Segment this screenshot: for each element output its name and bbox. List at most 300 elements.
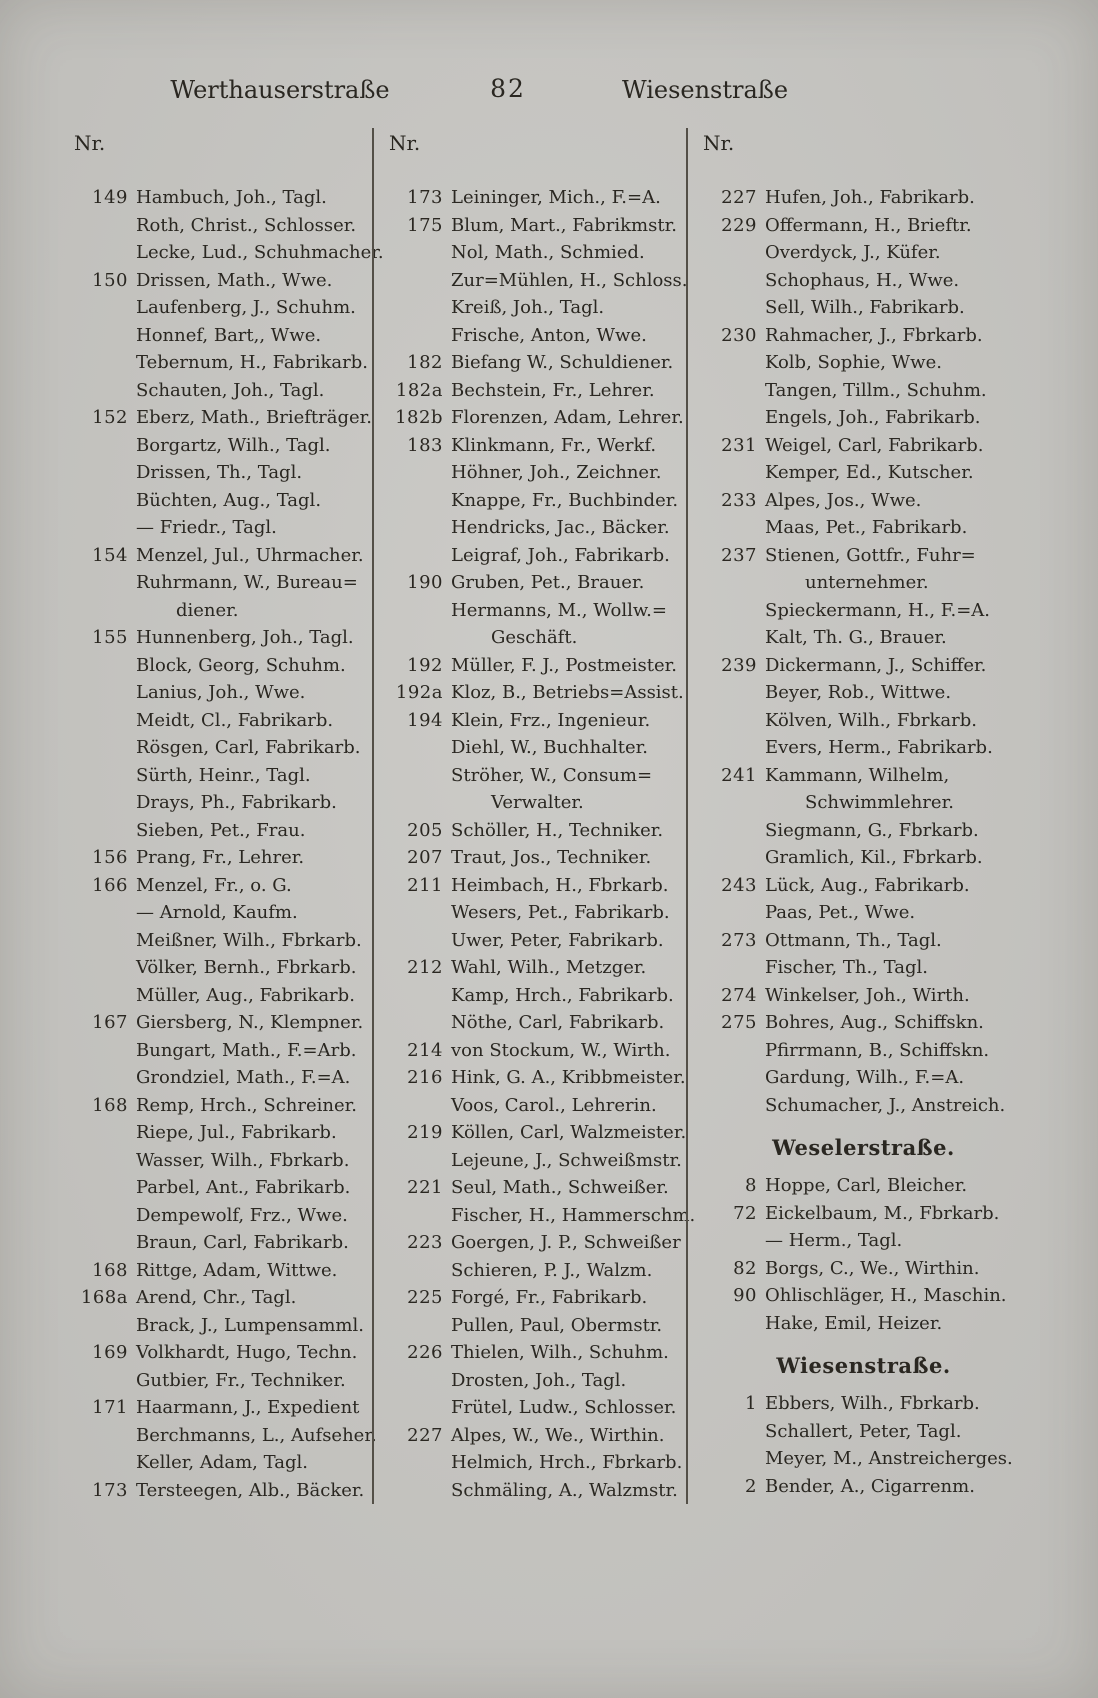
entry-row [70,294,372,322]
entry-row [70,1477,372,1505]
nr-column-label: Nr. [703,131,735,155]
entry-row [385,1174,686,1202]
resident-entry: Heimbach, H., Fbrkarb. [451,874,669,896]
house-number: 190 [407,572,443,593]
resident-entry: Leininger, Mich., F.=A. [451,187,661,208]
house-number: 192 [407,654,443,676]
resident-entry: Nol, Math., Schmied. [451,242,645,263]
resident-entry: Meidt, Cl., Fabrikarb. [136,709,334,731]
house-number: 167 [92,1012,128,1033]
entry-row [699,569,1056,597]
resident-entry: Schieren, P. J., Walzm. [451,1259,653,1281]
house-number: 205 [407,819,443,841]
entry-row [699,899,1056,927]
resident-entry: Voos, Carol., Lehrerin. [451,1094,657,1116]
house-number [385,1367,451,1395]
house-number: 168 [92,1259,128,1281]
resident-entry: Drissen, Th., Tagl. [136,462,303,483]
entry-row [70,1119,372,1147]
house-number [70,239,136,267]
house-number [70,707,136,735]
entry-row [699,1200,1056,1228]
house-number [70,734,136,762]
house-number [699,679,765,707]
house-number [699,404,765,432]
house-number [699,459,765,487]
house-number: 273 [721,929,757,951]
resident-entry: Honnef, Bart,, Wwe. [136,324,322,346]
entry-row [70,1449,372,1477]
entry-row [70,404,372,432]
resident-entry: Biefang W., Schuldiener. [451,352,674,373]
resident-entry: Helmich, Hrch., Fbrkarb. [451,1452,683,1473]
entry-row [385,1422,686,1450]
house-number: 221 [407,1177,443,1198]
entry-row [385,267,686,295]
entry-row [70,817,372,845]
entry-row [70,872,372,900]
entry-row [70,927,372,955]
house-number: 173 [92,1479,128,1501]
entry-row [70,1037,372,1065]
house-number [699,734,765,762]
house-number [699,239,765,267]
resident-entry: Drosten, Joh., Tagl. [451,1369,627,1391]
resident-entry: Alpes, Jos., Wwe. [765,489,922,511]
resident-entry: Roth, Christ., Schlosser. [136,214,357,236]
house-number [70,762,136,790]
resident-entry: Hink, G. A., Kribbmeister. [451,1067,686,1088]
house-number [70,459,136,487]
entry-row [70,1284,372,1312]
house-number [385,789,451,817]
entry-row [70,377,372,405]
resident-entry: Lück, Aug., Fabrikarb. [765,874,970,896]
column-1 [70,128,384,1504]
house-number: 212 [407,957,443,978]
house-number [385,1257,451,1285]
entry-row [385,1284,686,1312]
house-number: 72 [733,1202,757,1224]
house-number [385,1202,451,1230]
resident-entry: Fischer, Th., Tagl. [765,957,928,978]
resident-entry: Zur=Mühlen, H., Schloss. [451,269,688,291]
entry-row [385,652,686,680]
resident-entry: Sürth, Heinr., Tagl. [136,764,311,786]
entry-row [699,927,1056,955]
house-number: 182b [395,407,443,428]
resident-entry: Hunnenberg, Joh., Tagl. [136,627,354,648]
entry-row [70,899,372,927]
entry-row [699,1445,1056,1473]
entry-row [699,1009,1056,1037]
entry-row [70,1202,372,1230]
resident-entry: Goergen, J. P., Schweißer [451,1232,681,1253]
resident-entry: Gramlich, Kil., Fbrkarb. [765,847,983,868]
entry-row [385,1092,686,1120]
entry-row [70,569,372,597]
resident-entry: Alpes, W., We., Wirthin. [451,1424,665,1446]
house-number [385,762,451,790]
resident-entry: Fischer, H., Hammerschm. [451,1204,696,1226]
resident-entry: Winkelser, Joh., Wirth. [765,984,970,1006]
entry-row [385,294,686,322]
resident-entry: Beyer, Rob., Wittwe. [765,682,952,703]
house-number: 154 [92,544,128,566]
resident-entry: Block, Georg, Schuhm. [136,654,346,676]
entry-row [385,1339,686,1367]
house-number: 223 [407,1232,443,1253]
entry-row [699,1227,1056,1255]
directory-columns [70,128,1056,1504]
house-number [699,1445,765,1473]
resident-entry: Schwimmlehrer. [805,792,954,813]
house-number [699,899,765,927]
entry-row [385,1064,686,1092]
entry-row [385,1394,686,1422]
resident-entry: unternehmer. [805,572,929,593]
entry-row [699,349,1056,377]
resident-entry: Ebbers, Wilh., Fbrkarb. [765,1393,980,1414]
entry-row [70,267,372,295]
house-number [699,1418,765,1446]
entry-row [385,1147,686,1175]
house-number [385,597,451,625]
resident-entry: Frütel, Ludw., Schlosser. [451,1397,677,1418]
house-number: 2 [745,1475,757,1497]
entry-row [70,212,372,240]
entry-row [70,844,372,872]
house-number [70,789,136,817]
resident-entry: Pullen, Paul, Obermstr. [451,1314,663,1336]
house-number: 183 [407,434,443,456]
house-number [385,1477,451,1505]
resident-entry: Bechstein, Fr., Lehrer. [451,379,655,401]
entry-row [70,184,372,212]
entry-row [70,349,372,377]
entry-row [385,1037,686,1065]
resident-entry: Siegmann, G., Fbrkarb. [765,819,979,841]
house-number [385,294,451,322]
resident-entry: Schallert, Peter, Tagl. [765,1420,962,1442]
resident-entry: Lanius, Joh., Wwe. [136,682,306,703]
resident-entry: Wasser, Wilh., Fbrkarb. [136,1149,350,1171]
entry-row [70,679,372,707]
house-number [70,1147,136,1175]
resident-entry: Blum, Mart., Fabrikmstr. [451,214,677,236]
resident-entry: Grondziel, Math., F.=A. [136,1067,351,1088]
entry-row [70,652,372,680]
house-number [70,487,136,515]
house-number [70,597,136,625]
entry-row [699,652,1056,680]
resident-entry: Bungart, Math., F.=Arb. [136,1039,357,1061]
house-number: 168a [80,1287,128,1308]
house-number: 168 [92,1094,128,1116]
resident-entry: — Arnold, Kaufm. [136,902,298,923]
resident-entry: Volkhardt, Hugo, Techn. [136,1342,358,1363]
house-number [699,514,765,542]
resident-entry: Borgartz, Wilh., Tagl. [136,434,331,456]
house-number: 90 [733,1285,757,1306]
house-number [70,212,136,240]
house-number: 243 [721,874,757,896]
entry-row [385,432,686,460]
house-number: 149 [92,187,128,208]
house-number: 216 [407,1067,443,1088]
entry-row [385,954,686,982]
house-number [699,1037,765,1065]
resident-entry: Lecke, Lud., Schuhmacher. [136,242,384,263]
nr-column-label: Nr. [389,131,421,155]
house-number [385,459,451,487]
house-number: 173 [407,187,443,208]
entry-row [699,679,1056,707]
house-number [385,1009,451,1037]
house-number [385,322,451,350]
house-number [385,1092,451,1120]
entry-row [385,982,686,1010]
entry-row [699,294,1056,322]
resident-entry: Pfirrmann, B., Schiffskn. [765,1039,990,1061]
house-number [385,899,451,927]
nr-column-label: Nr. [74,131,106,155]
entry-row [385,377,686,405]
resident-entry: Ottmann, Th., Tagl. [765,929,942,951]
house-number [70,1367,136,1395]
house-number [385,927,451,955]
resident-entry: Thielen, Wilh., Schuhm. [451,1342,669,1363]
resident-entry: Weigel, Carl, Fabrikarb. [765,434,984,456]
resident-entry: Rittge, Adam, Wittwe. [136,1259,338,1281]
house-number [70,1422,136,1450]
house-number [699,789,765,817]
house-number [699,377,765,405]
house-number [70,1229,136,1257]
entry-row [385,679,686,707]
resident-entry: Berchmanns, L., Aufseher. [136,1424,377,1446]
entry-row [385,762,686,790]
house-number [385,267,451,295]
house-number: 233 [721,489,757,511]
house-number [385,982,451,1010]
house-number [699,1064,765,1092]
entry-row [699,514,1056,542]
house-number [70,569,136,597]
resident-entry: Eberz, Math., Briefträger. [136,407,372,428]
house-number: 1 [745,1393,757,1414]
resident-entry: Offermann, H., Brieftr. [765,214,972,236]
resident-entry: Lejeune, J., Schweißmstr. [451,1149,682,1171]
entry-row [699,239,1056,267]
resident-entry: Kamp, Hrch., Fabrikarb. [451,984,674,1006]
house-number: 192a [395,682,443,703]
resident-entry: Kölven, Wilh., Fbrkarb. [765,709,977,731]
entry-row [699,542,1056,570]
house-number [699,349,765,377]
resident-entry: Tersteegen, Alb., Bäcker. [136,1479,365,1501]
house-number: 175 [407,214,443,236]
house-number [70,377,136,405]
house-number [70,349,136,377]
entry-row [70,1064,372,1092]
entry-row [385,899,686,927]
resident-entry: Traut, Jos., Techniker. [451,847,652,868]
house-number: 214 [407,1039,443,1061]
house-number [70,927,136,955]
entry-row [385,1477,686,1505]
resident-entry: Kammann, Wilhelm, [765,764,950,786]
entry-row [385,1119,686,1147]
resident-entry: Evers, Herm., Fabrikarb. [765,737,993,758]
entry-row [699,1092,1056,1120]
entry-row [385,542,686,570]
house-number [699,817,765,845]
resident-entry: Hufen, Joh., Fabrikarb. [765,187,975,208]
house-number: 194 [407,709,443,731]
house-number: 82 [733,1257,757,1279]
entry-row [699,432,1056,460]
house-number: 237 [721,544,757,566]
running-title-right: Wiesenstraße [621,76,789,104]
resident-entry: Forgé, Fr., Fabrikarb. [451,1287,648,1308]
house-number: 227 [407,1424,443,1446]
resident-entry: Klein, Frz., Ingenieur. [451,709,651,731]
resident-entry: Dickermann, J., Schiffer. [765,654,987,676]
entry-row [385,404,686,432]
column-2 [372,128,696,1504]
entry-row [70,239,384,267]
house-number [70,1037,136,1065]
resident-entry: Bender, A., Cigarrenm. [765,1475,975,1497]
entry-row [699,1418,1056,1446]
resident-entry: — Herm., Tagl. [765,1230,903,1251]
resident-entry: Tebernum, H., Fabrikarb. [136,352,368,373]
entry-row [70,1147,372,1175]
entry-row [699,762,1056,790]
house-number: 239 [721,654,757,676]
entry-row [385,1229,686,1257]
entry-row [699,377,1056,405]
house-number [385,1312,451,1340]
entry-row [70,1009,372,1037]
house-number [70,1064,136,1092]
resident-entry: Laufenberg, J., Schuhm. [136,297,356,318]
entry-row [699,1473,1056,1501]
entry-row [385,844,686,872]
house-number [385,514,451,542]
house-number [70,1449,136,1477]
resident-entry: Klinkmann, Fr., Werkf. [451,434,657,456]
resident-entry: Diehl, W., Buchhalter. [451,737,648,758]
entry-row [70,734,372,762]
house-number: 207 [407,847,443,868]
entry-row [699,212,1056,240]
entry-row [385,927,686,955]
resident-entry: — Friedr., Tagl. [136,517,277,538]
resident-entry: Ohlischläger, H., Maschin. [765,1285,1007,1306]
entry-row [70,762,372,790]
entry-row [385,487,686,515]
house-number: 241 [721,764,757,786]
entry-row [699,844,1056,872]
resident-entry: Knappe, Fr., Buchbinder. [451,489,679,511]
street-section-title: Weselerstraße. [772,1135,955,1160]
entry-row [70,1092,372,1120]
entry-row [385,212,686,240]
house-number: 227 [721,187,757,208]
house-number [699,707,765,735]
house-number [70,1312,136,1340]
resident-entry: Wahl, Wilh., Metzger. [451,957,647,978]
resident-entry: Borgs, C., We., Wirthin. [765,1257,980,1279]
resident-entry: Meyer, M., Anstreicherges. [765,1448,1013,1469]
house-number [699,1227,765,1255]
resident-entry: Braun, Carl, Fabrikarb. [136,1232,349,1253]
resident-entry: Geschäft. [491,627,578,648]
page-number: 82 [490,74,526,103]
house-number [699,1310,765,1338]
resident-entry: diener. [176,599,239,621]
entry-row [70,954,372,982]
resident-entry: Frische, Anton, Wwe. [451,324,647,346]
entry-row [699,954,1056,982]
entry-row [699,1255,1056,1283]
entry-row [385,734,686,762]
resident-entry: Giersberg, N., Klempner. [136,1012,364,1033]
house-number: 166 [92,874,128,896]
house-number [385,1394,451,1422]
resident-entry: Hermanns, M., Wollw.= [451,599,667,621]
column-3 [686,128,1056,1504]
house-number: 150 [92,269,128,291]
entry-row [699,1310,1056,1338]
resident-entry: Wesers, Pet., Fabrikarb. [451,902,670,923]
resident-entry: Drays, Ph., Fabrikarb. [136,792,337,813]
house-number [385,487,451,515]
entry-row [70,1312,372,1340]
resident-entry: Seul, Math., Schweißer. [451,1177,669,1198]
resident-entry: Kalt, Th. G., Brauer. [765,627,947,648]
resident-entry: Meißner, Wilh., Fbrkarb. [136,929,362,951]
house-number: 226 [407,1342,443,1363]
resident-entry: Müller, Aug., Fabrikarb. [136,984,355,1006]
entry-row [699,322,1056,350]
resident-entry: Dempewolf, Frz., Wwe. [136,1204,348,1226]
entry-row [385,707,686,735]
resident-entry: Hambuch, Joh., Tagl. [136,187,327,208]
resident-entry: Engels, Joh., Fabrikarb. [765,407,981,428]
resident-entry: Schophaus, H., Wwe. [765,269,960,291]
house-number [70,1202,136,1230]
resident-entry: Overdyck, J., Küfer. [765,242,941,263]
house-number: 211 [407,874,443,896]
entry-row [70,982,372,1010]
house-number [699,954,765,982]
entry-row [385,459,686,487]
house-number [699,597,765,625]
resident-entry: Parbel, Ant., Fabrikarb. [136,1177,351,1198]
entry-row [70,707,372,735]
house-number: 231 [721,434,757,456]
resident-entry: Rahmacher, J., Fbrkarb. [765,324,983,346]
entry-row [70,542,372,570]
entry-row [70,789,372,817]
house-number [699,294,765,322]
entry-row [699,1282,1056,1310]
entry-row [70,1339,372,1367]
house-number [385,734,451,762]
